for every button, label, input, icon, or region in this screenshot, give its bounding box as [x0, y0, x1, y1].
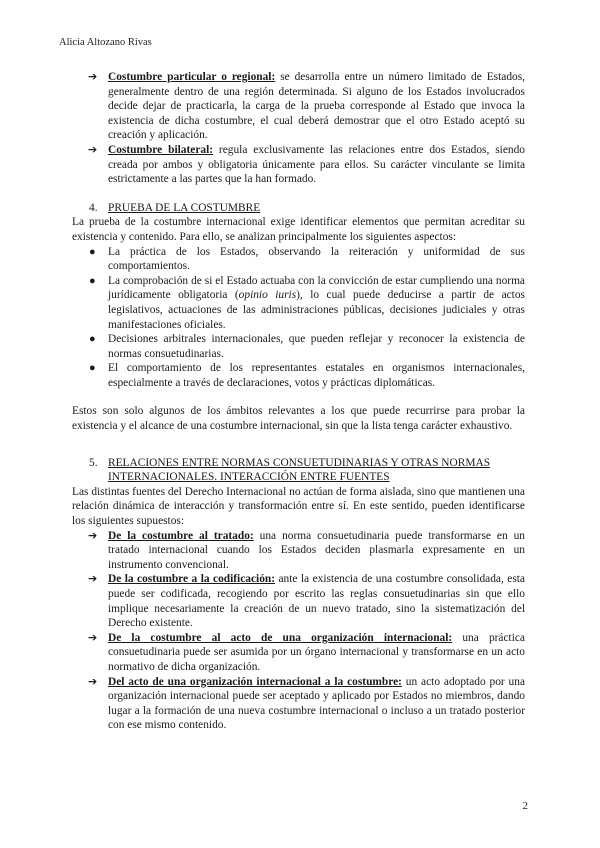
bullet-item [72, 245, 525, 274]
bullet-icon: ● [89, 274, 96, 287]
list-item-text: una práctica consuetudinaria puede ser asumida por un órgano internacional y transformarse en un acto normativo de dicha organización. [108, 631, 525, 673]
section-number: 4. [89, 201, 98, 214]
section-number: 5. [89, 456, 98, 469]
section-title: PRUEBA DE LA COSTUMBRE [108, 201, 261, 214]
bullet-item [72, 332, 525, 361]
list-item-term: De la costumbre a la codificación: [108, 573, 276, 586]
paragraph: Estos son solo algunos de los ámbitos relevantes a los que puede recurrirse para probar la existencia y el alcance de una costumbre internacional, sin que la lista tenga carácter exhaustivo. [72, 405, 525, 433]
bullet-icon: ● [89, 245, 96, 258]
bullet-text: Decisiones arbitrales internacionales, que pueden reflejar y reconocer la existencia de normas consuetudinarias. [108, 333, 525, 360]
list-item [72, 529, 525, 573]
bullet-text: El comportamiento de los representantes estatales en organismos internacionales, especialmente a través de declaraciones, votos y prácticas diplomáticas. [108, 362, 525, 389]
arrow-right-icon: ➔ [88, 630, 98, 644]
bullet-icon: ● [89, 333, 96, 346]
list-item-text: se desarrolla entre un número limitado de Estados, generalmente dentro de una región determinada. Si alguno de los Estados involucrados decide dejar de practicarla, la carga de la prueba corresponde al Estado que invoca la existencia de dicha costumbre, el cual deberá demostrar que el otro Estado aceptó su creación y aplicación. [108, 71, 526, 142]
list-item-term: Costumbre bilateral: [108, 143, 214, 156]
list-item-term: De la costumbre al acto de una organización internacional: [108, 631, 453, 644]
list-item-term: Costumbre particular o regional: [108, 71, 276, 83]
running-header: Alicia Altozano Rivas [59, 37, 152, 48]
page-number: 2 [522, 800, 528, 812]
arrow-right-icon: ➔ [88, 142, 98, 156]
bullet-text: ), lo cual puede deducirse a partir de actos legislativos, actuaciones de las administraciones públicas, decisiones judiciales y otras manifestaciones oficiales. [108, 289, 525, 331]
list-item-text: una norma consuetudinaria puede transformarse en un tratado internacional cuando los Estados deciden plasmarla expresamente en un instrumento convencional. [108, 529, 525, 571]
section-5-heading [72, 456, 525, 485]
bullet-text: La práctica de los Estados, observando la reiteración y uniformidad de sus comportamientos. [108, 245, 525, 273]
list-item-text: ante la existencia de una costumbre consolidada, esta puede ser codificada, recogiendo por escrito las reglas consuetudinarias sin que ello implique necesariamente la creación de un nuevo tratado, sino la sistematización del Derecho existente. [108, 573, 525, 630]
list-item-term: De la costumbre al tratado: [108, 529, 254, 542]
bullet-item [72, 361, 525, 390]
list-item-text: un acto adoptado por una organización internacional puede ser aceptado y aplicado por Estados no miembros, dando lugar a la formación de una nueva costumbre internacional o incluso a un tratado posterior con ese mismo contenido. [108, 675, 525, 732]
bullet-icon: ● [89, 362, 96, 375]
list-item-text: regula exclusivamente las relaciones entre dos Estados, siendo creada por ambos y obligatoria únicamente para ellos. Su carácter vinculante se limita estrictamente a las partes que la han formado. [108, 143, 525, 186]
page-body [72, 70, 525, 733]
list-item [72, 572, 525, 630]
arrow-right-icon: ➔ [88, 528, 98, 542]
bullet-text-italic: opinio iuris [238, 289, 297, 302]
list-item [72, 631, 525, 675]
arrow-right-icon: ➔ [88, 70, 98, 83]
list-item-term: Del acto de una organización internacional a la costumbre: [108, 675, 402, 688]
section-title: RELACIONES ENTRE NORMAS CONSUETUDINARIAS Y OTRAS NORMAS INTERNACIONALES. INTERACCIÓN ENTRE FUENTES [108, 456, 491, 484]
bullet-item [72, 274, 525, 332]
list-item [72, 143, 525, 187]
section-4-heading [72, 201, 525, 216]
list-item [72, 675, 525, 733]
bullet-text: La comprobación de si el Estado actuaba con la convicción de estar cumpliendo una norma jurídicamente obligatoria ( [108, 274, 525, 302]
arrow-right-icon: ➔ [88, 674, 98, 688]
paragraph: Las distintas fuentes del Derecho Internacional no actúan de forma aislada, sino que mantienen una relación dinámica de interacción y transformación entre sí. En este sentido, pueden identificarse los siguientes supuestos: [72, 485, 525, 528]
arrow-right-icon: ➔ [88, 572, 98, 586]
paragraph: La prueba de la costumbre internacional exige identificar elementos que permitan acreditar su existencia y contenido. Para ello, se analizan principalmente los siguientes aspectos: [72, 216, 525, 243]
list-item [72, 70, 525, 143]
